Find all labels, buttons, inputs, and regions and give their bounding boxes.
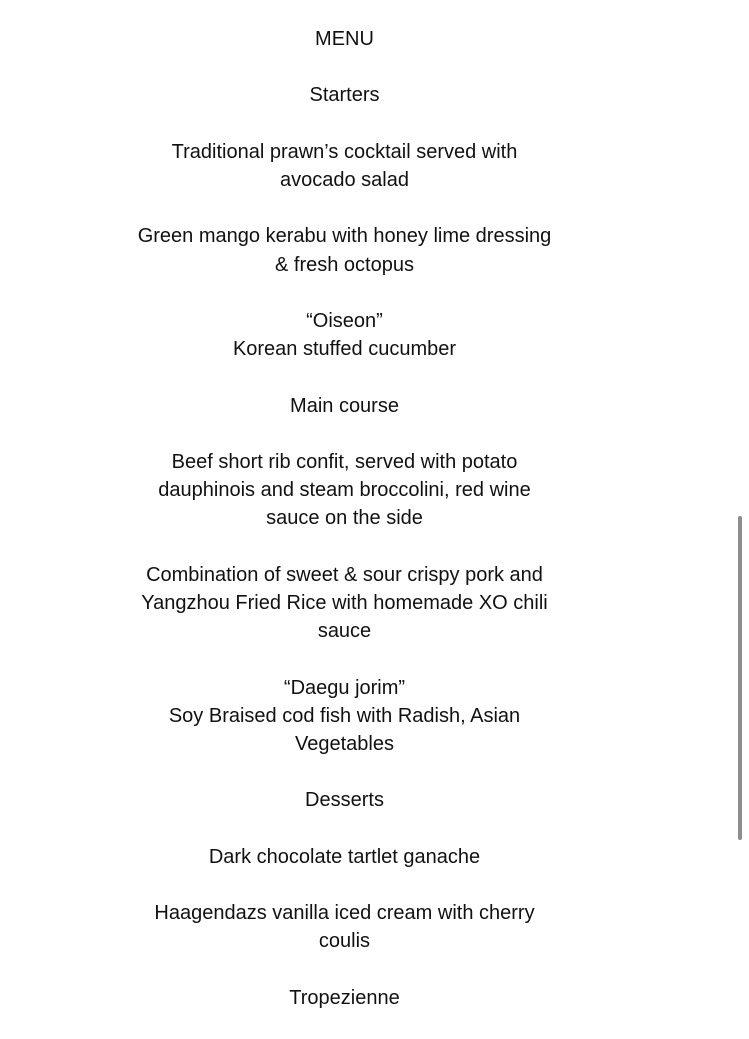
menu-item-line: Yangzhou Fried Rice with homemade XO chili: [141, 591, 548, 614]
menu-item-line: Combination of sweet & sour crispy pork and: [146, 563, 543, 586]
menu-item-line: & fresh octopus: [275, 253, 414, 276]
vertical-scrollbar[interactable]: [740, 0, 746, 1039]
menu-item-line: Tropezienne: [289, 986, 400, 1009]
scrollbar-thumb[interactable]: [738, 516, 742, 840]
section-heading-starters: Starters: [309, 84, 380, 107]
menu-item-line: dauphinois and steam broccolini, red wine: [158, 479, 531, 502]
menu-document: [120, 25, 569, 1012]
menu-item: [120, 448, 569, 533]
menu-item-line: sauce on the side: [266, 507, 423, 530]
menu-item-line: Vegetables: [295, 732, 394, 755]
section-heading-block: [120, 392, 569, 420]
menu-item: [120, 843, 569, 871]
section-heading-block: [120, 786, 569, 814]
menu-item-line: sauce: [317, 620, 372, 643]
section-heading-main-course: Main course: [290, 394, 399, 417]
menu-item: [120, 138, 569, 194]
menu-item-line: Dark chocolate tartlet ganache: [208, 845, 481, 868]
menu-item: [120, 307, 569, 363]
menu-item-line: Haagendazs vanilla iced cream with cherry: [154, 902, 535, 925]
menu-item-line: avocado salad: [280, 168, 409, 191]
menu-item-line: coulis: [318, 930, 371, 953]
menu-item: [120, 222, 569, 278]
menu-item-line: Beef short rib confit, served with potato: [171, 450, 518, 473]
menu-item: [120, 561, 569, 646]
menu-title: MENU: [315, 28, 374, 50]
menu-item-line: Green mango kerabu with honey lime dressing: [137, 225, 552, 248]
menu-item: [120, 899, 569, 955]
menu-item: [120, 984, 569, 1012]
menu-item-line: Korean stuffed cucumber: [232, 338, 457, 361]
menu-item-line: Traditional prawn’s cocktail served with: [171, 140, 518, 163]
section-heading-desserts: Desserts: [305, 789, 384, 812]
menu-item: [120, 674, 569, 759]
section-heading-block: [120, 81, 569, 109]
menu-item-line: “Oiseon”: [306, 309, 383, 332]
menu-item-line: “Daegu jorim”: [283, 676, 406, 699]
menu-item-line: Soy Braised cod fish with Radish, Asian: [168, 704, 521, 727]
menu-title-block: [120, 25, 569, 53]
